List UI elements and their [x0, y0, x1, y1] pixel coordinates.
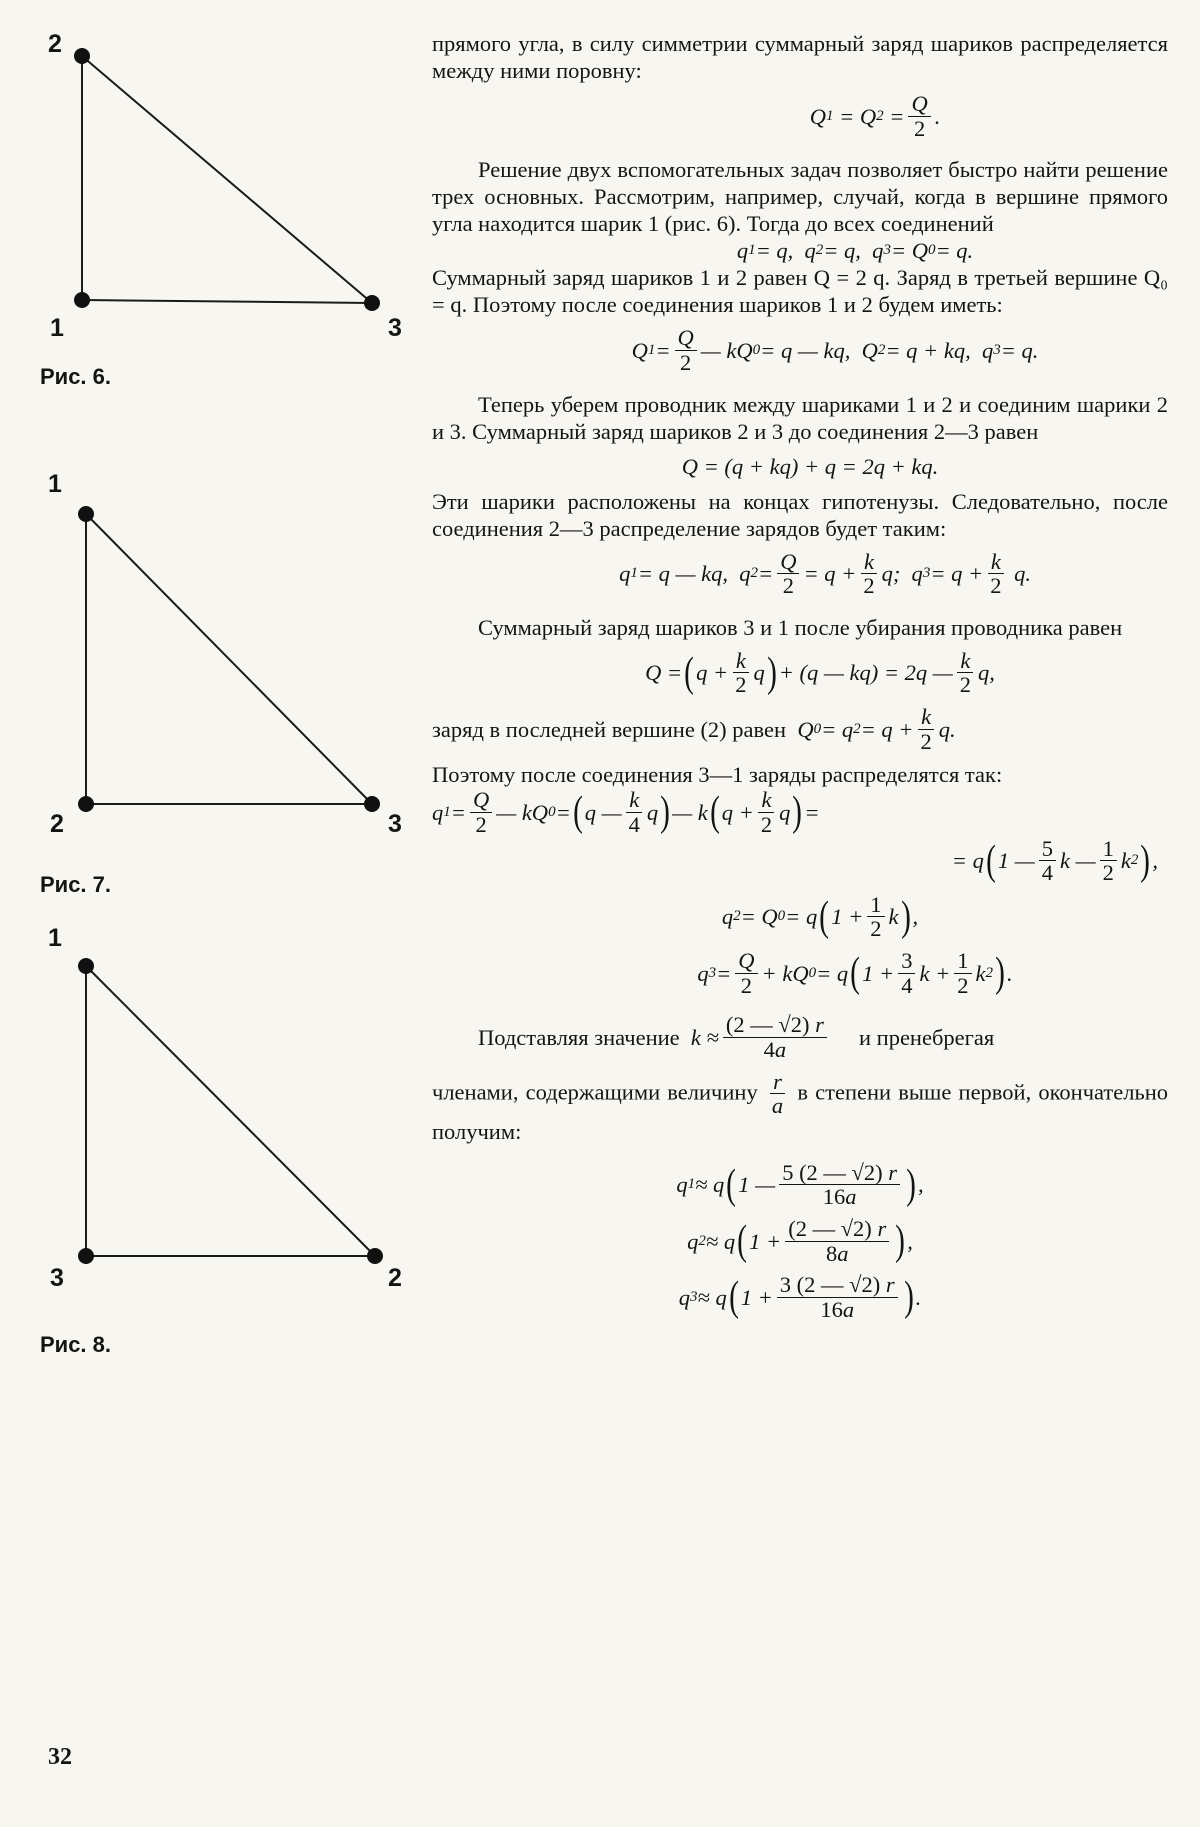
vertex-label: 3 — [388, 810, 402, 838]
vertex-label: 2 — [50, 810, 64, 838]
figure-6 — [30, 20, 410, 390]
equation: q 1 = q — kq, q 2 = $\frac{Q}{2}$ = q + $\frac{k}{2}$ q; q 3 = q + $\frac{k}{2}$ q. — [619, 548, 1031, 599]
equation: q 3 = $\frac{Q}{2}$ + kQ 0 = q ( 1 + $\frac{3}{4}$ k + $\frac{1}{2}$ k 2 ) . — [697, 948, 1013, 998]
ball-node — [367, 1248, 383, 1264]
main-text-column — [432, 30, 1168, 1322]
ball-node — [364, 295, 380, 311]
equation: q 2 = Q 0 = q ( 1 + $\frac{1}{2}$ k ) , — [721, 891, 919, 942]
equation-line: заряд в последней вершине (2) равен Q 0 = q 2 = q + $\frac{k}{2}$ q. — [432, 704, 956, 754]
ball-node — [78, 796, 94, 812]
vertex-label: 2 — [388, 1264, 402, 1292]
vertex-label: 1 — [48, 470, 62, 498]
triangle-diagram — [30, 20, 410, 350]
equation: q 1 = $\frac{Q}{2}$ — kQ 0 = ( q — $\frac{k}{4}$ q ) — k ( q + $\frac{k}{2}$ q ) = — [432, 787, 820, 837]
paragraph: Подставляя значение — [478, 1024, 680, 1050]
paragraph: Суммарный заряд шариков 1 и 2 равен Q = 2 q. Заряд в третьей вершине Q₀ = q. Поэтому после соединения шариков 1 и 2 будем иметь: — [432, 265, 1168, 318]
figure-7 — [30, 470, 410, 897]
paragraph: Теперь уберем проводник между шариками 1 и 2 и соединим шарики 2 и 3. Суммарный заряд шариков 2 и 3 до соединения 2—3 равен — [432, 391, 1168, 444]
paragraph: заряд в последней вершине (2) равен — [432, 716, 787, 742]
equation: = q ( 1 — $\frac{5}{4}$ k — $\frac{1}{2}$ k 2 ) , — [951, 835, 1158, 886]
paragraph: Поэтому после соединения 3—1 заряды распределятся так: — [432, 762, 1003, 788]
figure-caption: Рис. 6. — [40, 364, 112, 389]
ball-node — [364, 796, 380, 812]
paragraph: членами, содержащими величину — [432, 1078, 758, 1104]
triangle-diagram — [30, 470, 410, 800]
ball-node — [78, 958, 94, 974]
vertex-label: 3 — [388, 314, 402, 342]
ball-node — [74, 292, 90, 308]
triangle-diagram — [30, 930, 410, 1260]
paragraph: прямого угла, в силу симметрии суммарный заряд шариков распределяется между ними поровну: — [432, 31, 1168, 83]
figure-8 — [30, 924, 410, 1357]
paragraph: Эти шарики расположены на концах гипотенузы. Следовательно, после соединения 2—3 распределение зарядов будет таким: — [432, 488, 1168, 541]
equation: Q 1 = Q 2 = $\frac{Q}{2}$ . — [809, 91, 941, 141]
paragraph: Решение двух вспомогательных задач позволяет быстро найти решение трех основных. Рассмотрим, например, случай, когда в вершине прямого угла находится шарик 1 (рис. 6). Тогда до всех соединений — [432, 157, 1168, 237]
paragraph: Суммарный заряд шариков 3 и 1 после убирания проводника равен — [478, 614, 1123, 640]
vertex-label: 3 — [50, 1264, 64, 1292]
ball-node — [74, 48, 90, 64]
paragraph: членами, содержащими величину $\frac{r}{a}$ в степени выше первой, окончательно получим: — [432, 1068, 1169, 1144]
equation-line: Подставляя значение k ≈ $\frac{(2 — √2) r}{4a}$ и пренебрегая — [478, 1012, 995, 1062]
vertex-label: 1 — [50, 314, 64, 342]
equation: q 1 = q, q 2 = q, q 3 = Q 0 = q. — [736, 238, 974, 264]
paragraph: и пренебрегая — [858, 1024, 995, 1050]
ball-node — [78, 1248, 94, 1264]
equation: q 2 ≈ q ( 1 + $\frac{(2 — √2) r}{8a}$ ) , — [687, 1216, 913, 1266]
equation: Q = (q + kq) + q = 2q + kq. — [681, 453, 939, 479]
ball-node — [78, 506, 94, 522]
vertex-label: 1 — [48, 924, 62, 952]
figure-caption: Рис. 7. — [40, 872, 112, 897]
paragraph: в степени выше первой, окончательно получим: — [432, 1078, 1169, 1144]
equation: Q = ( q + $\frac{k}{2}$ q ) + (q — kq) = 2q — $\frac{k}{2}$ q, — [645, 647, 995, 698]
equation: q 3 ≈ q ( 1 + $\frac{3 (2 — √2) r}{16a}$ ) . — [678, 1272, 922, 1322]
page-number: 32 — [48, 1744, 72, 1770]
figure-caption: Рис. 8. — [40, 1332, 112, 1357]
equation: q 1 ≈ q ( 1 — $\frac{5 (2 — √2) r}{16a}$ ) , — [676, 1159, 924, 1210]
vertex-label: 2 — [48, 30, 62, 58]
equation: Q 1 = $\frac{Q}{2}$ — kQ 0 = q — kq, Q 2 = q + kq, q 3 = q. — [631, 325, 1039, 375]
